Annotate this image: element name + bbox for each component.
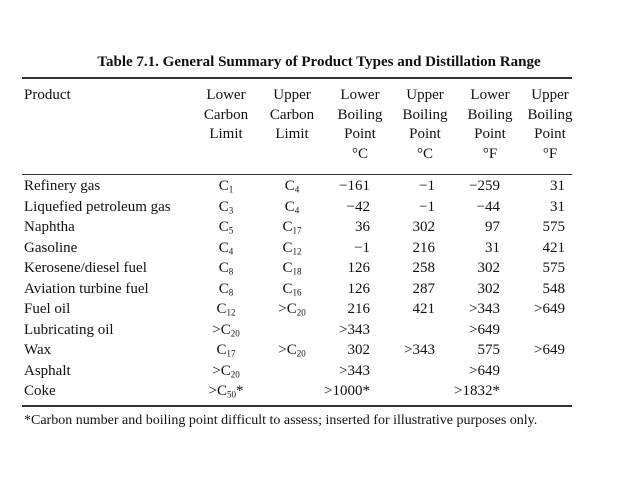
cell-upper-boiling-point-f: 575 <box>542 260 565 276</box>
cell-lower-boiling-point-f: 31 <box>485 239 500 256</box>
cell-lower-boiling-point-c: >343 <box>339 362 370 379</box>
cell-lower-boiling-point-c: 126 <box>347 260 370 276</box>
cell-lower-carbon-limit: $C_8$ <box>218 260 234 277</box>
cell-lower-carbon-limit: $C_{17}$ <box>216 342 236 359</box>
cell-lower-boiling-point-f: −44 <box>476 198 500 215</box>
cell-upper-boiling-point-c: −1 <box>419 198 435 215</box>
cell-lower-boiling-point-c: 302 <box>347 342 370 358</box>
cell-lower-carbon-limit: $C_1$ <box>218 178 234 195</box>
cell-upper-boiling-point-c: −1 <box>419 178 435 194</box>
table-row <box>0 361 638 382</box>
cell-upper-boiling-point-f: 548 <box>542 280 565 297</box>
cell-upper-boiling-point-f: >649 <box>534 342 565 358</box>
cell-upper-boiling-point-f: >649 <box>534 301 565 317</box>
table-title: Table 7.1. General Summary of Product Types and Distillation Range <box>97 54 541 70</box>
cell-lower-boiling-point-f: >649 <box>469 362 500 379</box>
header-product: Product <box>24 87 71 103</box>
cell-upper-boiling-point-c: 421 <box>412 301 435 317</box>
cell-product: Kerosene/diesel fuel <box>24 260 147 276</box>
cell-lower-boiling-point-f: 302 <box>477 280 500 297</box>
cell-product: Naphtha <box>24 219 75 235</box>
table-row <box>0 238 638 259</box>
cell-upper-carbon-limit: $C_{16}$ <box>282 280 302 297</box>
header-lower-boiling-point-f: Lower Boiling Point °F <box>467 87 513 162</box>
cell-upper-carbon-limit: $C_{18}$ <box>282 260 302 277</box>
cell-upper-boiling-point-c: 287 <box>412 280 435 297</box>
cell-lower-boiling-point-f: 575 <box>477 342 500 358</box>
cell-lower-boiling-point-f: 97 <box>485 219 500 235</box>
cell-lower-carbon-limit: $>C_{50}*$ <box>208 383 244 400</box>
footnote: *Carbon number and boiling point difficult to assess; inserted for illustrative purposes only. <box>24 413 538 428</box>
table-row <box>0 299 638 320</box>
table-row <box>0 197 638 218</box>
cell-product: Aviation turbine fuel <box>24 280 149 297</box>
cell-lower-boiling-point-c: −1 <box>354 239 370 256</box>
cell-lower-boiling-point-c: 36 <box>355 219 370 235</box>
table-row <box>0 217 638 238</box>
cell-upper-boiling-point-f: 31 <box>550 178 565 194</box>
cell-lower-carbon-limit: $C_8$ <box>218 280 234 297</box>
cell-lower-carbon-limit: $C_4$ <box>218 239 234 256</box>
cell-product: Gasoline <box>24 239 78 256</box>
cell-upper-boiling-point-c: 258 <box>412 260 435 276</box>
top-rule <box>22 77 572 79</box>
cell-upper-carbon-limit: $>C_{20}$ <box>278 301 306 318</box>
cell-product: Fuel oil <box>24 301 71 317</box>
cell-lower-carbon-limit: $C_3$ <box>218 198 234 215</box>
cell-product: Liquefied petroleum gas <box>24 198 171 215</box>
cell-lower-carbon-limit: $>C_{20}$ <box>212 362 240 379</box>
header-lower-carbon-limit: Lower Carbon Limit <box>203 87 249 142</box>
header-lower-boiling-point-c: Lower Boiling Point °C <box>337 87 383 162</box>
cell-lower-boiling-point-f: >649 <box>469 321 500 338</box>
cell-upper-boiling-point-f: 421 <box>542 239 565 256</box>
cell-upper-carbon-limit: $>C_{20}$ <box>278 342 306 359</box>
cell-lower-carbon-limit: $>C_{20}$ <box>212 321 240 338</box>
cell-product: Wax <box>24 342 52 358</box>
cell-lower-boiling-point-c: >1000* <box>324 383 370 399</box>
cell-product: Lubricating oil <box>24 321 114 338</box>
cell-lower-carbon-limit: $C_5$ <box>218 219 234 236</box>
cell-lower-boiling-point-f: >343 <box>469 301 500 317</box>
cell-lower-boiling-point-f: >1832* <box>454 383 500 399</box>
cell-lower-carbon-limit: $C_{12}$ <box>216 301 236 318</box>
cell-upper-carbon-limit: $C_{17}$ <box>282 219 302 236</box>
cell-upper-boiling-point-c: 216 <box>412 239 435 256</box>
cell-lower-boiling-point-c: >343 <box>339 321 370 338</box>
cell-upper-boiling-point-f: 31 <box>550 198 565 215</box>
cell-lower-boiling-point-f: −259 <box>469 178 500 194</box>
cell-lower-boiling-point-c: −161 <box>339 178 370 194</box>
table-row <box>0 176 638 197</box>
header-upper-boiling-point-c: Upper Boiling Point °C <box>402 87 448 162</box>
table-body <box>0 176 638 402</box>
table-row <box>0 340 638 361</box>
cell-product: Coke <box>24 383 56 399</box>
cell-upper-boiling-point-c: 302 <box>412 219 435 235</box>
table-row <box>0 381 638 402</box>
cell-upper-carbon-limit: $C_4$ <box>284 178 300 195</box>
cell-product: Refinery gas <box>24 178 101 194</box>
cell-upper-carbon-limit: $C_4$ <box>284 198 300 215</box>
cell-upper-boiling-point-c: >343 <box>404 342 435 358</box>
header-rule <box>22 174 572 175</box>
cell-product: Asphalt <box>24 362 71 379</box>
header-upper-carbon-limit: Upper Carbon Limit <box>269 87 315 142</box>
cell-upper-carbon-limit: $C_{12}$ <box>282 239 302 256</box>
table-row <box>0 258 638 279</box>
cell-upper-boiling-point-f: 575 <box>542 219 565 235</box>
cell-lower-boiling-point-c: 126 <box>347 280 370 297</box>
header-upper-boiling-point-f: Upper Boiling Point °F <box>527 87 573 162</box>
table-row <box>0 279 638 300</box>
cell-lower-boiling-point-f: 302 <box>477 260 500 276</box>
bottom-rule <box>22 405 572 407</box>
cell-lower-boiling-point-c: −42 <box>346 198 370 215</box>
cell-lower-boiling-point-c: 216 <box>347 301 370 317</box>
table-row <box>0 320 638 341</box>
